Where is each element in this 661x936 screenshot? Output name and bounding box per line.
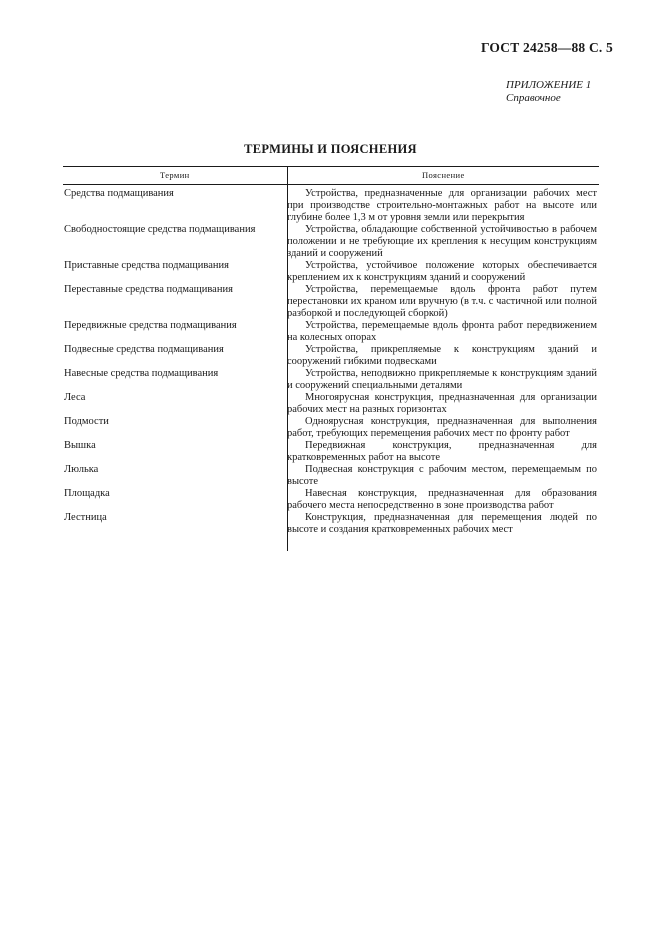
appendix-note [506,79,591,105]
explanation-cell: Навесная конструкция, предназначенная для образования рабочего места непосредственно в зоне производства работ [287,488,597,511]
term-cell: Люлька [64,464,99,475]
table-row [63,188,599,223]
table-row [63,368,599,392]
explanation-cell: Устройства, предназначенные для организации рабочих мест при производстве строительно-монтажных работ на высоте или глубине более 1,3 м от уровня земли или перекрытия [287,188,597,223]
document-code: ГОСТ 24258—88 С. 5 [480,40,613,55]
table-row [63,440,599,464]
explanation-cell: Многоярусная конструкция, предназначенная для организации рабочих мест на разных горизонтах [287,392,597,415]
terms-table [63,166,599,535]
table-row [63,344,599,368]
term-cell: Передвижные средства подмащивания [64,320,237,331]
term-cell: Свободностоящие средства подмащивания [64,224,256,235]
table-row [63,284,599,319]
explanation-cell: Устройства, прикрепляемые к конструкциям зданий и сооружений гибкими подвесками [287,344,597,367]
term-cell: Подмости [64,416,109,427]
term-cell: Приставные средства подмащивания [64,260,229,271]
explanation-cell: Одноярусная конструкция, предназначенная для выполнения работ, требующих перемещения рабочих мест по фронту работ [287,416,597,439]
term-cell: Вышка [64,440,96,451]
page-title: ТЕРМИНЫ И ПОЯСНЕНИЯ [244,142,417,156]
term-cell: Площадка [64,488,110,499]
table-row [63,320,599,344]
table-header [63,167,599,185]
table-row [63,224,599,259]
term-cell: Леса [64,392,86,403]
explanation-cell: Конструкция, предназначенная для перемещения людей по высоте и создания кратковременных рабочих мест [287,512,597,535]
column-header-term: Термин [63,167,288,184]
table-row [63,392,599,416]
appendix-type: Справочное [506,92,561,104]
explanation-cell: Устройства, неподвижно прикрепляемые к конструкциям зданий и сооружений специальными деталями [287,368,597,391]
explanation-cell: Устройства, перемещаемые вдоль фронта работ путем перестановки их краном или вручную (в т.ч. с частичной или полной разборкой и последующей сборкой) [287,284,597,319]
explanation-cell: Устройства, устойчивое положение которых обеспечивается креплением их к конструкциям зданий и сооружений [287,260,597,283]
term-cell: Подвесные средства подмащивания [64,344,224,355]
term-cell: Навесные средства подмащивания [64,368,219,379]
appendix-label: ПРИЛОЖЕНИЕ 1 [506,79,592,91]
table-row [63,488,599,512]
table-row [63,416,599,440]
term-cell: Средства подмащивания [64,188,174,199]
term-cell: Переставные средства подмащивания [64,284,233,295]
explanation-cell: Подвесная конструкция с рабочим местом, перемещаемым по высоте [287,464,597,487]
explanation-cell: Передвижная конструкция, предназначенная для кратковременных работ на высоте [287,440,597,463]
table-row [63,464,599,488]
table-row [63,512,599,536]
explanation-cell: Устройства, перемещаемые вдоль фронта работ передвижением на колесных опорах [287,320,597,343]
explanation-cell: Устройства, обладающие собственной устойчивостью в рабочем положении и не требующие их крепления к несущим конструкциям зданий и сооружений [287,224,597,259]
table-row [63,260,599,284]
column-header-explanation: Пояснение [421,170,465,180]
term-cell: Лестница [64,512,107,523]
